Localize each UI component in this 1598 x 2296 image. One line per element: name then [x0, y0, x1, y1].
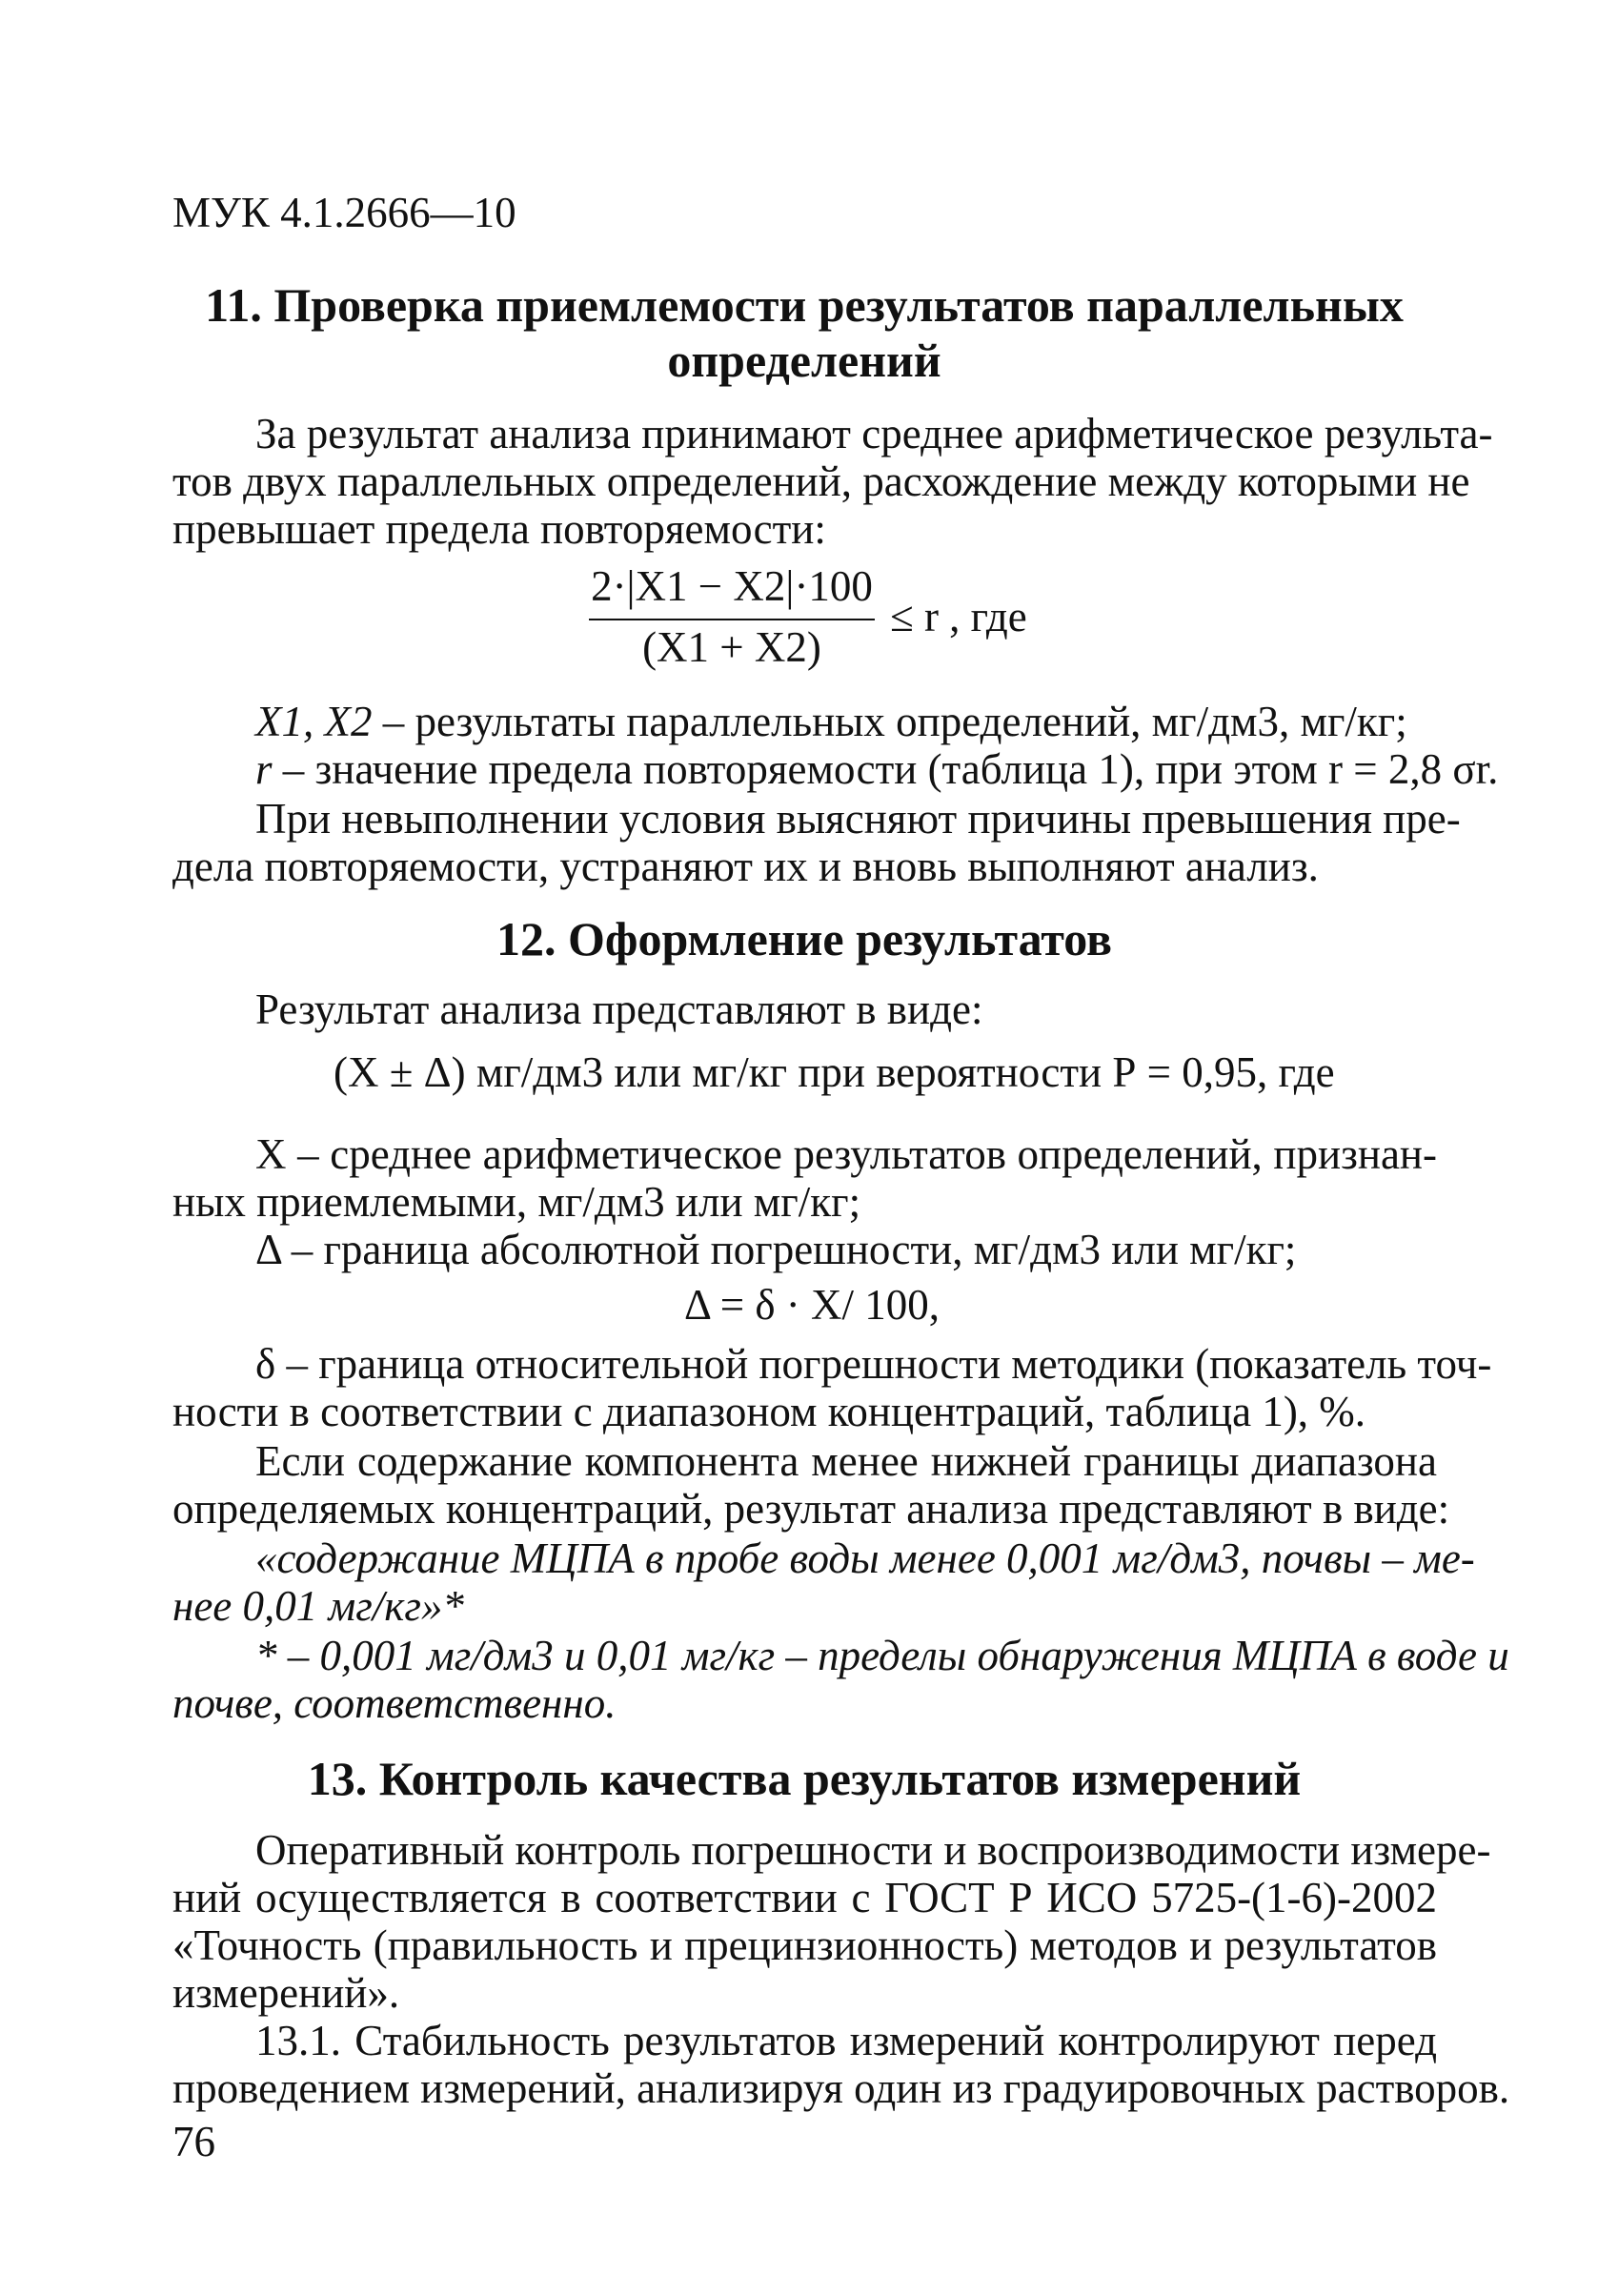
variable-x1-x2: X1, X2: [255, 698, 373, 745]
reporting-quote: «содержание МЦПА в пробе воды менее 0,001 мг/дм3, почвы – ме-: [255, 1534, 1475, 1582]
definition-r-text: – значение предела повторяемости (таблица 1), при этом r = 2,8 σr.: [272, 745, 1499, 793]
section-13-paragraph: ний осуществляется в соответствии с ГОСТ Р ИСО 5725-(1-6)-2002: [172, 1874, 1437, 1921]
section-11-paragraph: превышает предела повторяемости:: [172, 505, 826, 553]
definition-delta: Δ – граница абсолютной погрешности, мг/дм3 или мг/кг;: [255, 1226, 1297, 1273]
section-12-low-concentration: Если содержание компонента менее нижней границы диапазона: [255, 1437, 1437, 1485]
definition-x-mean: X – среднее арифметическое результатов определений, признан-: [255, 1130, 1437, 1178]
page-number: 76: [172, 2118, 215, 2165]
reporting-quote-cont: нее 0,01 мг/кг»*: [172, 1582, 464, 1630]
definition-x-mean-cont: ных приемлемыми, мг/дм3 или мг/кг;: [172, 1178, 861, 1226]
section-11-title: 11. Проверка приемлемости результатов параллельных: [205, 278, 1404, 332]
section-11-paragraph-2: дела повторяемости, устраняют их и вновь выполняют анализ.: [172, 843, 1319, 890]
footnote-cont: почве, соответственно.: [172, 1679, 617, 1727]
result-formula: (X ± Δ) мг/дм3 или мг/кг при вероятности Р = 0,95, где: [334, 1048, 1335, 1096]
definition-x-values-text: – результаты параллельных определений, мг/дм3, мг/кг;: [372, 698, 1407, 745]
formula-denominator: (X1 + X2): [642, 623, 821, 671]
section-12-title: 12. Оформление результатов: [496, 912, 1113, 965]
document-code: МУК 4.1.2666—10: [172, 189, 516, 236]
definition-delta-relative: δ – граница относительной погрешности методики (показатель точ-: [255, 1340, 1492, 1388]
section-11-paragraph-2: При невыполнении условия выясняют причины превышения пре-: [255, 795, 1461, 843]
section-13-1-paragraph: 13.1. Стабильность результатов измерений контролируют перед: [255, 2017, 1437, 2064]
section-13-paragraph: измерений».: [172, 1969, 400, 2017]
section-12-intro: Результат анализа представляют в виде:: [255, 985, 983, 1033]
formula-numerator: 2·|X1 − X2|·100: [591, 562, 873, 610]
definition-delta-relative-cont: ности в соответствии с диапазоном концентраций, таблица 1), %.: [172, 1388, 1366, 1435]
formula-fraction-bar: [589, 619, 875, 620]
section-13-1-paragraph: проведением измерений, анализируя один из градуировочных растворов.: [172, 2064, 1510, 2112]
section-13-paragraph: «Точность (правильность и прецинзионность) методов и результатов: [172, 1921, 1437, 1969]
section-13-paragraph: Оперативный контроль погрешности и воспроизводимости измере-: [255, 1826, 1491, 1874]
definition-r-value: [255, 743, 1498, 795]
footnote: * – 0,001 мг/дм3 и 0,01 мг/кг – пределы обнаружения МЦПА в воде и: [255, 1632, 1509, 1679]
section-11-paragraph: тов двух параллельных определений, расхождение между которыми не: [172, 457, 1470, 505]
variable-r: r: [255, 745, 273, 793]
formula-relation: ≤ r , где: [890, 593, 1027, 640]
section-11-title-cont: определений: [667, 334, 941, 387]
section-12-low-concentration-cont: определяемых концентраций, результат анализа представляют в виде:: [172, 1485, 1450, 1533]
section-11-paragraph: За результат анализа принимают среднее арифметическое результа-: [255, 410, 1493, 457]
section-13-title: 13. Контроль качества результатов измерений: [307, 1752, 1302, 1805]
delta-formula: Δ = δ · X/ 100,: [684, 1281, 941, 1329]
definition-x-values: [255, 696, 1407, 747]
